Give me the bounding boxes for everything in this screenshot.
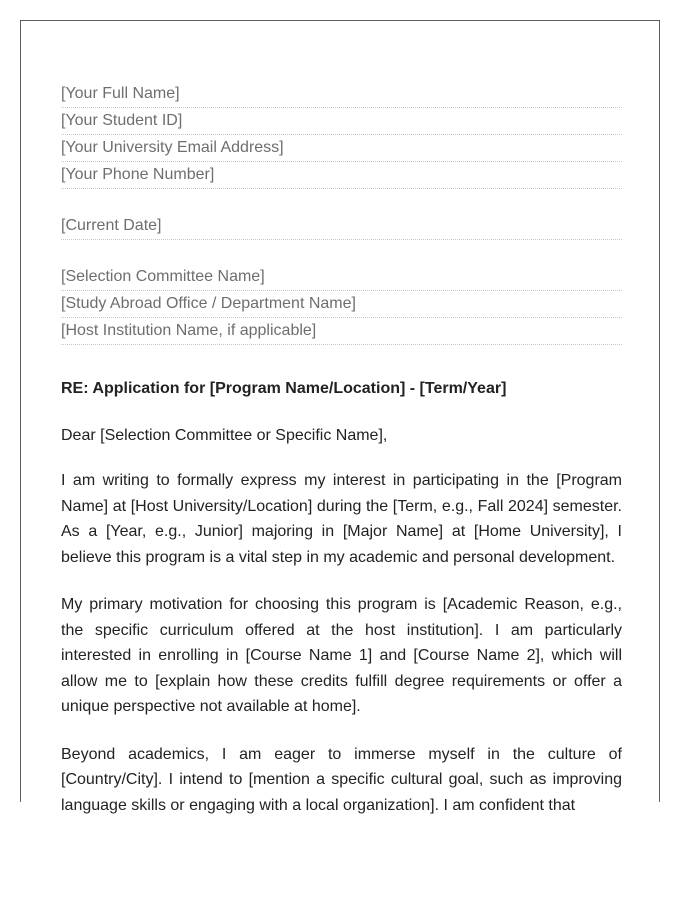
spacer [61, 345, 622, 379]
salutation: Dear [Selection Committee or Specific Name], [61, 427, 388, 444]
recipient-committee: [Selection Committee Name] [61, 264, 622, 291]
recipient-office: [Study Abroad Office / Department Name] [61, 291, 622, 318]
sender-email: [Your University Email Address] [61, 135, 622, 162]
letter-page [20, 20, 660, 814]
letter-content [61, 81, 622, 818]
sender-full-name: [Your Full Name] [61, 81, 622, 108]
sender-phone: [Your Phone Number] [61, 162, 622, 189]
body-paragraph-3: Beyond academics, I am eager to immerse myself in the culture of [Country/City]. I intend to [mention a specific cultural goal, such as improving language skills or engaging with a local organization]. I am confident that [61, 745, 622, 814]
body-paragraph-2: My primary motivation for choosing this program is [Academic Reason, e.g., the specific curriculum offered at the host institution]. I am particularly interested in enrolling in [Course Name 1] and [Course Name 2], which will allow me to [explain how these credits fulfill degree requirements or offer a unique perspective not available at home]. [61, 596, 622, 715]
letter-date: [Current Date] [61, 213, 622, 240]
subject-line: RE: Application for [Program Name/Location] - [Term/Year] [61, 380, 507, 397]
spacer [61, 189, 622, 213]
body-paragraph-1: I am writing to formally express my interest in participating in the [Program Name] at [Host University/Location] during the [Term, e.g., Fall 2024] semester. As a [Year, e.g., Junior] majoring in [Major Name] at [Home University], I believe this program is a vital step in my academic and personal development. [61, 472, 622, 566]
sender-student-id: [Your Student ID] [61, 108, 622, 135]
recipient-institution: [Host Institution Name, if applicable] [61, 318, 622, 345]
spacer [61, 240, 622, 264]
